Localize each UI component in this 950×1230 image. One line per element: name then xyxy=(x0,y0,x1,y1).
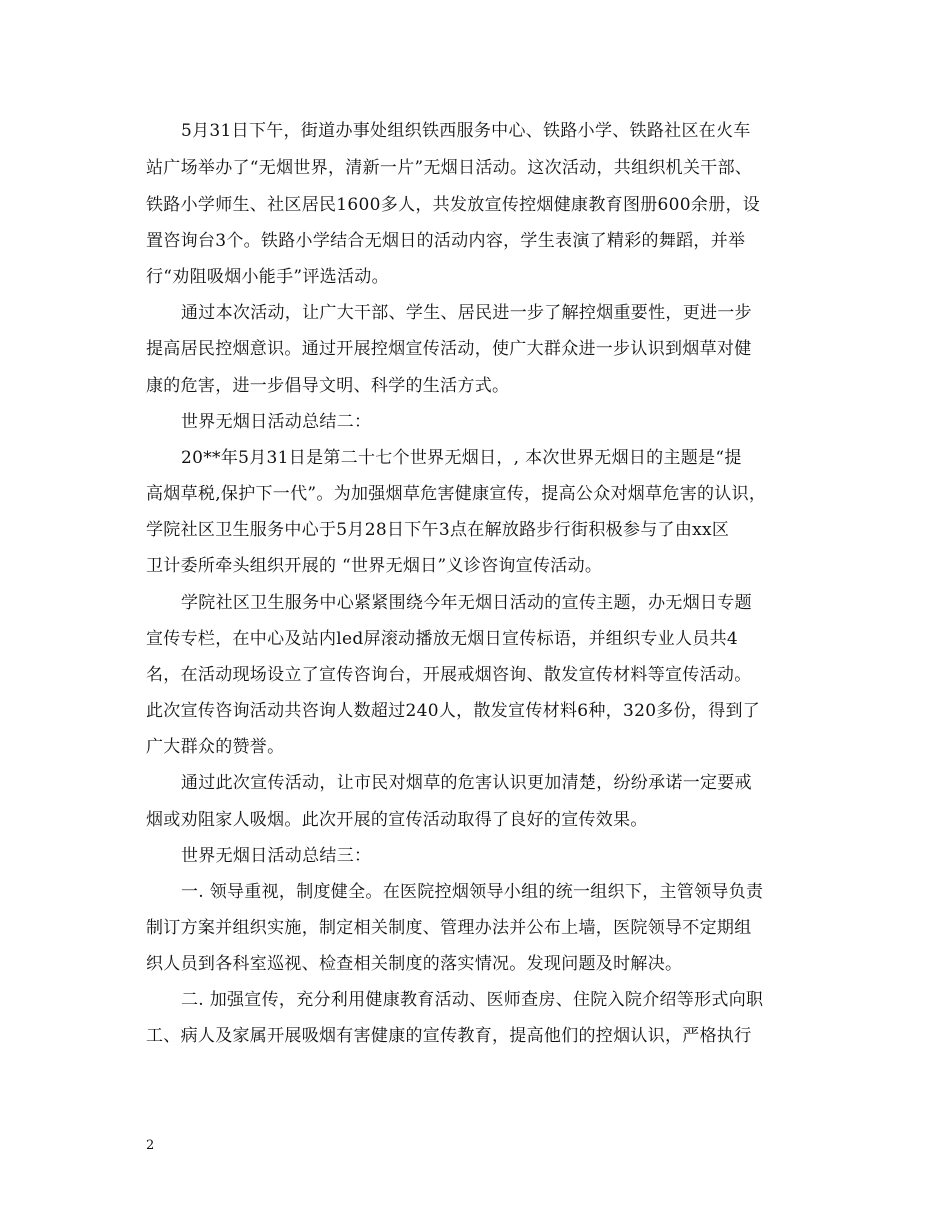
section-heading: 世界无烟日活动总结三： xyxy=(181,846,372,866)
text-line: 二. 加强宣传，充分利用健康教育活动、医师查房、住院入院介绍等形式向职 xyxy=(181,990,764,1010)
text-line: 行“劝阻吸烟小能手”评选活动。 xyxy=(146,267,389,287)
text-line: 广大群众的赞誉。 xyxy=(146,737,285,757)
section-heading: 世界无烟日活动总结二： xyxy=(181,412,372,432)
text-line: 提高居民控烟意识。通过开展控烟宣传活动，使广大群众进一步认识到烟草对健 xyxy=(146,339,752,359)
text-line: 通过此次宣传活动，让市民对烟草的危害认识更加清楚，纷纷承诺一定要戒 xyxy=(181,773,752,793)
text-line: 一. 领导重视，制度健全。在医院控烟领导小组的统一组织下，主管领导负责 xyxy=(181,882,764,902)
text-line: 宣传专栏，在中心及站内led屏滚动播放无烟日宣传标语，并组织专业人员共4 xyxy=(146,629,738,649)
text-line: 铁路小学师生、社区居民1600多人，共发放宣传控烟健康教育图册600余册，设 xyxy=(146,195,761,215)
text-line: 卫计委所牵头组织开展的 “世界无烟日”义诊咨询宣传活动。 xyxy=(146,556,603,576)
text-line: 20**年5月31日是第二十七个世界无烟日，, 本次世界无烟日的主题是“提 xyxy=(181,448,742,468)
text-line: 此次宣传咨询活动共咨询人数超过240人，散发宣传材料6种，320多份，得到了 xyxy=(146,701,761,721)
text-line: 织人员到各科室巡视、检查相关制度的落实情况。发现问题及时解决。 xyxy=(146,954,683,974)
text-line: 高烟草税,保护下一代”。为加强烟草危害健康宣传，提高公众对烟草危害的认识， xyxy=(146,484,767,504)
text-line: 置咨询台3个。铁路小学结合无烟日的活动内容，学生表演了精彩的舞蹈，并举 xyxy=(146,231,746,251)
text-line: 站广场举办了“无烟世界，清新一片”无烟日活动。这次活动，共组织机关干部、 xyxy=(146,158,753,178)
text-line: 康的危害，进一步倡导文明、科学的生活方式。 xyxy=(146,376,510,396)
text-line: 5月31日下午，街道办事处组织铁西服务中心、铁路小学、铁路社区在火车 xyxy=(181,121,751,141)
text-line: 烟或劝阻家人吸烟。此次开展的宣传活动取得了良好的宣传效果。 xyxy=(146,810,648,830)
page-number: 2 xyxy=(146,1138,155,1153)
text-line: 制订方案并组织实施，制定相关制度、管理办法并公布上墙，医院领导不定期组 xyxy=(146,918,752,938)
text-line: 工、病人及家属开展吸烟有害健康的宣传教育，提高他们的控烟认识，严格执行 xyxy=(146,1026,752,1046)
text-line: 学院社区卫生服务中心于5月28日下午3点在解放路步行街积极参与了由xx区 xyxy=(146,520,730,540)
text-line: 通过本次活动，让广大干部、学生、居民进一步了解控烟重要性，更进一步 xyxy=(181,303,752,323)
text-line: 学院社区卫生服务中心紧紧围绕今年无烟日活动的宣传主题，办无烟日专题 xyxy=(181,593,752,613)
text-line: 名，在活动现场设立了宣传咨询台，开展戒烟咨询、散发宣传材料等宣传活动。 xyxy=(146,665,752,685)
